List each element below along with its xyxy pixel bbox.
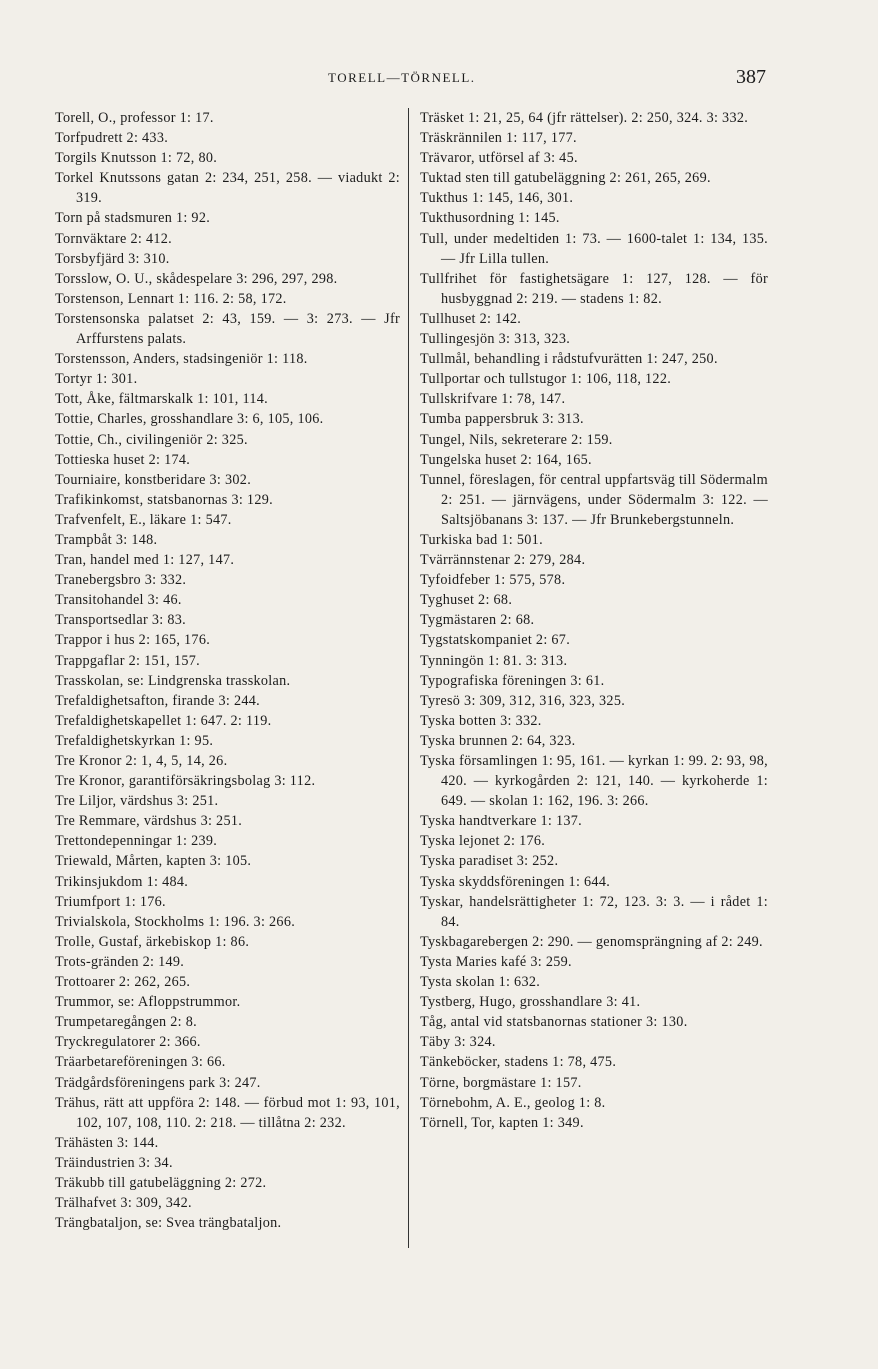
index-entry: Trettondepenningar 1: 239.: [55, 833, 218, 850]
index-entry: Tullportar och tullstugor 1: 106, 118, 122.: [420, 371, 672, 388]
index-entry: Tottie, Ch., civilingeniör 2: 325.: [55, 431, 248, 448]
index-entry: Träindustrien 3: 34.: [55, 1154, 173, 1171]
index-entry: Tre Kronor 2: 1, 4, 5, 14, 26.: [55, 753, 228, 769]
column-divider: [408, 108, 409, 1248]
index-entry: Tukthusordning 1: 145.: [420, 210, 560, 227]
index-entry: Tåg, antal vid statsbanornas stationer 3: 130.: [420, 1014, 688, 1031]
index-entry: Torsslow, O. U., skådespelare 3: 296, 297, 298.: [55, 270, 338, 287]
index-entry: Torkel Knutssons gatan 2: 234, 251, 258. — viadukt 2: 319.: [55, 170, 400, 207]
index-entry: Trädgårdsföreningens park 3: 247.: [55, 1074, 261, 1091]
index-entry: Trängbataljon, se: Svea trängbataljon.: [55, 1215, 282, 1232]
index-entry: Tyska handtverkare 1: 137.: [420, 813, 583, 830]
index-entry: Tynningön 1: 81. 3: 313.: [420, 652, 568, 669]
index-entry: Tyska lejonet 2: 176.: [420, 833, 546, 850]
index-entry: Transitohandel 3: 46.: [55, 592, 182, 609]
index-entry: Trikinsjukdom 1: 484.: [55, 873, 189, 890]
index-entry: Tyska församlingen 1: 95, 161. — kyrkan 1: 99. 2: 93, 98, 420. — kyrkogården 2: 121, 140. — kyrkoherde 1: 649. — skolan 1: 162, 196. 3: 266.: [420, 753, 768, 810]
index-entry: Tungelska huset 2: 164, 165.: [420, 451, 592, 468]
index-entry: Tyfoidfeber 1: 575, 578.: [420, 572, 566, 589]
index-entry: Tyskar, handelsrättigheter 1: 72, 123. 3: 3. — i rådet 1: 84.: [420, 893, 768, 930]
index-entry: Tumba pappersbruk 3: 313.: [420, 411, 584, 428]
index-entry: Tygstatskompaniet 2: 67.: [420, 632, 571, 649]
index-entry: Törnebohm, A. E., geolog 1: 8.: [420, 1094, 606, 1111]
index-entry: Tullskrifvare 1: 78, 147.: [420, 391, 566, 408]
index-entry: Trälhafvet 3: 309, 342.: [55, 1195, 192, 1212]
index-entry: Triumfport 1: 176.: [55, 893, 166, 910]
index-entry: Tyska brunnen 2: 64, 323.: [420, 732, 576, 749]
index-entry: Torstenson, Lennart 1: 116. 2: 58, 172.: [55, 290, 287, 307]
index-entry: Turkiska bad 1: 501.: [420, 531, 543, 548]
page-header: [0, 66, 878, 90]
index-entry: Torstensson, Anders, stadsingeniör 1: 118.: [55, 351, 308, 368]
index-entry: Torn på stadsmuren 1: 92.: [55, 210, 211, 227]
index-entry: Törne, borgmästare 1: 157.: [420, 1074, 582, 1091]
index-entry: Tre Kronor, garantiförsäkringsbolag 3: 112.: [55, 773, 316, 790]
index-column-left: [55, 108, 400, 1233]
index-entry: Trumpetaregången 2: 8.: [55, 1014, 198, 1031]
index-entry: Torell, O., professor 1: 17.: [55, 110, 214, 126]
index-entry: Tyskbagarebergen 2: 290. — genomsprängning af 2: 249.: [420, 933, 763, 950]
index-entry: Tyghuset 2: 68.: [420, 592, 513, 609]
index-entry: Tysta skolan 1: 632.: [420, 974, 541, 991]
index-entry: Tullfrihet för fastighetsägare 1: 127, 128. — för husbyggnad 2: 219. — stadens 1: 82.: [420, 270, 768, 307]
index-column-right: [420, 108, 768, 1133]
index-entry: Torstensonska palatset 2: 43, 159. — 3: 273. — Jfr Arffurstens palats.: [55, 310, 400, 348]
index-entry: Trefaldighetskapellet 1: 647. 2: 119.: [55, 712, 272, 729]
index-entry: Trafikinkomst, statsbanornas 3: 129.: [55, 491, 273, 508]
index-entry: Typografiska föreningen 3: 61.: [420, 672, 605, 689]
index-entry: Torgils Knutsson 1: 72, 80.: [55, 150, 218, 167]
index-entry: Transportsedlar 3: 83.: [55, 612, 186, 629]
index-entry: Tull, under medeltiden 1: 73. — 1600-talet 1: 134, 135. — Jfr Lilla tullen.: [420, 230, 768, 267]
index-entry: Träsket 1: 21, 25, 64 (jfr rättelser). 2: 250, 324. 3: 332.: [420, 110, 749, 126]
index-entry: Tvärrännstenar 2: 279, 284.: [420, 552, 586, 569]
index-entry: Tukthus 1: 145, 146, 301.: [420, 190, 574, 207]
index-entry: Torsbyfjärd 3: 310.: [55, 250, 170, 267]
index-entry: Torfpudrett 2: 433.: [55, 130, 169, 147]
index-entry: Träskrännilen 1: 117, 177.: [420, 130, 577, 147]
index-entry: Tyresö 3: 309, 312, 316, 323, 325.: [420, 692, 626, 709]
index-entry: Tyska paradiset 3: 252.: [420, 853, 559, 870]
index-entry: Trolle, Gustaf, ärkebiskop 1: 86.: [55, 933, 250, 950]
index-entry: Trasskolan, se: Lindgrenska trasskolan.: [55, 672, 291, 689]
index-entry: Tungel, Nils, sekreterare 2: 159.: [420, 431, 613, 448]
index-entry: Tortyr 1: 301.: [55, 371, 138, 388]
index-entry: Tullingesjön 3: 313, 323.: [420, 331, 571, 348]
running-head: TORELL—TÖRNELL.: [328, 70, 476, 85]
index-entry: Trots-gränden 2: 149.: [55, 953, 185, 970]
index-entry: Tre Remmare, värdshus 3: 251.: [55, 813, 243, 830]
index-entry: Trivialskola, Stockholms 1: 196. 3: 266.: [55, 913, 296, 930]
page-number: 387: [736, 66, 766, 88]
index-entry: Träarbetareföreningen 3: 66.: [55, 1054, 226, 1071]
index-entry: Trefaldighetskyrkan 1: 95.: [55, 732, 214, 749]
index-entry: Trafvenfelt, E., läkare 1: 547.: [55, 511, 232, 528]
index-entry: Tunnel, föreslagen, för central uppfartsväg till Södermalm 2: 251. — järnvägens, under Södermalm 3: 122. — Saltsjöbanans 3: 137. — Jfr Brunkebergstunneln.: [420, 471, 768, 528]
index-entry: Träkubb till gatubeläggning 2: 272.: [55, 1174, 267, 1191]
index-entry: Tyska botten 3: 332.: [420, 712, 542, 729]
index-entry: Trampbåt 3: 148.: [55, 531, 158, 548]
index-entry: Trävaror, utförsel af 3: 45.: [420, 150, 578, 167]
index-entry: Tyska skyddsföreningen 1: 644.: [420, 873, 611, 890]
index-entry: Trappgaflar 2: 151, 157.: [55, 652, 200, 669]
index-entry: Triewald, Mårten, kapten 3: 105.: [55, 853, 252, 870]
index-entry: Tullmål, behandling i rådstufvurätten 1: 247, 250.: [420, 351, 718, 368]
index-entry: Tran, handel med 1: 127, 147.: [55, 552, 235, 569]
index-entry: Tottieska huset 2: 174.: [55, 451, 191, 468]
index-entry: Törnell, Tor, kapten 1: 349.: [420, 1114, 584, 1131]
index-entry: Tystberg, Hugo, grosshandlare 3: 41.: [420, 994, 641, 1011]
index-entry: Tygmästaren 2: 68.: [420, 612, 535, 629]
index-entry: Tysta Maries kafé 3: 259.: [420, 953, 572, 970]
index-entry: Tranebergsbro 3: 332.: [55, 572, 187, 589]
index-entry: Tourniaire, konstberidare 3: 302.: [55, 471, 252, 488]
index-entry: Tuktad sten till gatubeläggning 2: 261, 265, 269.: [420, 170, 711, 187]
index-entry: Tott, Åke, fältmarskalk 1: 101, 114.: [55, 391, 268, 408]
index-entry: Trefaldighetsafton, firande 3: 244.: [55, 692, 261, 709]
index-entry: Täby 3: 324.: [420, 1034, 496, 1051]
index-entry: Tottie, Charles, grosshandlare 3: 6, 105, 106.: [55, 411, 324, 428]
index-entry: Tryckregulatorer 2: 366.: [55, 1034, 201, 1051]
index-entry: Trummor, se: Afloppstrummor.: [55, 994, 241, 1011]
index-entry: Tornväktare 2: 412.: [55, 230, 172, 247]
index-entry: Trottoarer 2: 262, 265.: [55, 974, 191, 991]
index-entry: Tullhuset 2: 142.: [420, 310, 522, 327]
index-entry: Tänkeböcker, stadens 1: 78, 475.: [420, 1054, 617, 1071]
index-entry: Tre Liljor, värdshus 3: 251.: [55, 793, 219, 810]
index-entry: Trähus, rätt att uppföra 2: 148. — förbud mot 1: 93, 101, 102, 107, 108, 110. 2: 218. — tillåtna 2: 232.: [55, 1094, 400, 1131]
index-entry: Trähästen 3: 144.: [55, 1134, 159, 1151]
index-entry: Trappor i hus 2: 165, 176.: [55, 632, 211, 649]
